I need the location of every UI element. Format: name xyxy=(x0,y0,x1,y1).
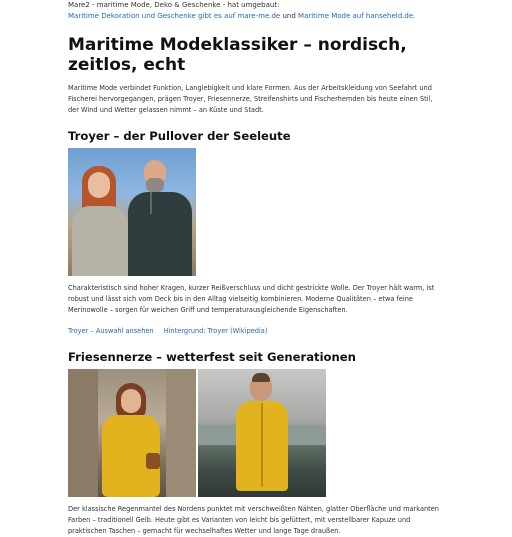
friesennerz-heading: Friesennerze – wetterfest seit Generationen xyxy=(68,349,356,364)
friesennerz-man-photo xyxy=(198,369,326,497)
troyer-shop-link[interactable]: Troyer – Auswahl ansehen xyxy=(68,326,154,335)
relocation-notice-text: Mare2 - maritime Mode, Deko & Geschenke - hat umgebaut: xyxy=(68,1,280,9)
troyer-couple-photo xyxy=(68,148,196,276)
troyer-text: Charakteristisch sind hoher Kragen, kurzer Reißverschluss und dicht gestrickte Wolle. Der Troyer hält warm, ist robust und lässt sich vom Deck bis in den Alltag vielseitig kombinieren. Moderne Qualitäten – etwa feine Merinowolle – sorgen für weichen Griff und temperaturausgleichende Eigenschaften. xyxy=(68,284,435,315)
troyer-links xyxy=(68,326,444,336)
mare-me-link[interactable]: Maritime Dekoration und Geschenke gibt es auf mare-me.de xyxy=(68,12,281,20)
troyer-photo-row xyxy=(68,148,444,276)
page-title: Maritime Modeklassiker – nordisch, zeitlos, echt xyxy=(68,35,407,75)
relocation-connector: und xyxy=(282,12,296,20)
relocation-notice xyxy=(68,0,444,22)
friesennerz-text: Der klassische Regenmantel des Nordens punktet mit verschweißten Nähten, glatter Oberfläche und markanten Farben – traditionell Gelb. Heute gibt es Varianten von leicht bis gefüttert, mit verstellbarer Kapuze und praktischen Taschen – gemacht für wechselhaftes Wetter und lange Tage draußen. xyxy=(68,504,439,536)
intro-paragraph: Maritime Mode verbindet Funktion, Langlebigkeit und klare Formen. Aus der Arbeitskleidung von Seefahrt und Fischerei hervorgegangen, prägen Troyer, Friesennerze, Streifenshirts und Fischerhemden bis heute einen Stil, der Wind und Wetter gelassen nimmt – an Küste und Stadt. xyxy=(68,84,433,114)
hanseheld-link[interactable]: Maritime Mode auf hanseheld.de. xyxy=(298,12,416,20)
friesennerz-woman-photo xyxy=(68,369,196,497)
troyer-wiki-link[interactable]: Hintergrund: Troyer (Wikipedia) xyxy=(163,326,268,335)
friesennerz-photo-row xyxy=(68,369,444,497)
troyer-heading: Troyer – der Pullover der Seeleute xyxy=(68,129,291,143)
